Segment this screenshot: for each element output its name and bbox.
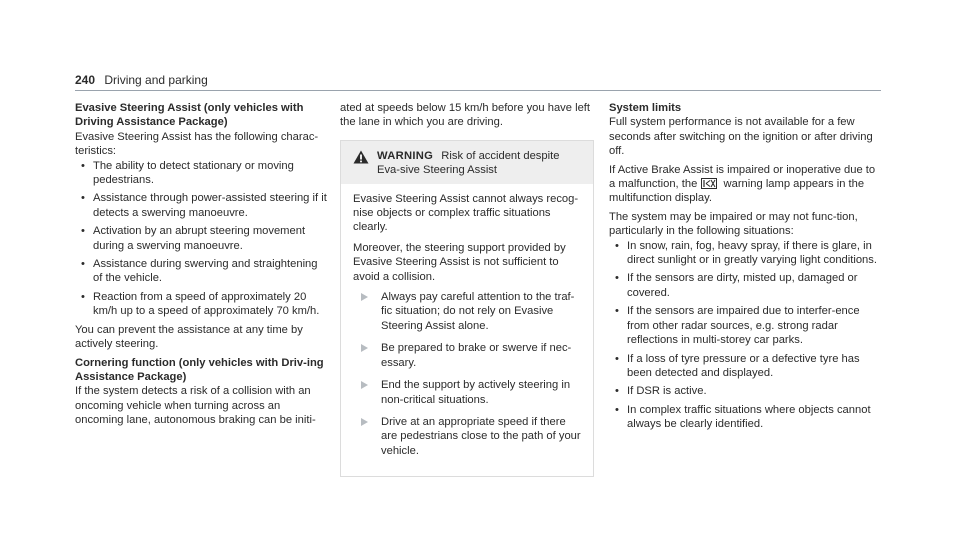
section-title: Driving and parking [104, 73, 208, 87]
list-item: • Assistance during swerving and straightening of the vehicle. [75, 257, 327, 286]
characteristics-list [75, 159, 327, 319]
list-item: • If the sensors are impaired due to interfer-ence from other radar sources, e.g. strong radar reflections in multi-storey car parks. [609, 304, 881, 347]
list-item: Drive at an appropriate speed if there are pedestrians close to the path of your vehicle. [353, 415, 581, 458]
situations-paragraph: The system may be impaired or may not func-tion, particularly in the following situations: [609, 210, 858, 238]
list-item: • Assistance through power-assisted steering if it detects a swerving manoeuvre. [75, 191, 327, 220]
list-item: • If a loss of tyre pressure or a defective tyre has been detected and displayed. [609, 352, 881, 381]
heading-evasive-steering-assist: Evasive Steering Assist (only vehicles with Driving Assistance Package) [75, 102, 304, 129]
warning-triangle-icon [353, 150, 369, 164]
situations-list [609, 239, 881, 432]
heading-cornering-function: Cornering function (only vehicles with Driv-ing Assistance Package) [75, 356, 324, 383]
list-item: • The ability to detect stationary or moving pedestrians. [75, 159, 327, 188]
list-item: • Activation by an abrupt steering movement during a swerving manoeuvre. [75, 224, 327, 253]
list-item: Always pay careful attention to the traf-fic situation; do not rely on Evasive Steering Assist alone. [353, 290, 581, 333]
list-item: • If DSR is active. [609, 384, 881, 398]
page-header [75, 73, 208, 87]
column-left [75, 101, 327, 428]
list-item: End the support by actively steering in non-critical situations. [353, 378, 581, 407]
arrow-right-icon [361, 381, 368, 389]
arrow-right-icon [361, 344, 368, 352]
column-middle [340, 101, 594, 477]
warning-label: WARNING [377, 149, 434, 162]
warning-header [341, 141, 593, 184]
list-item: Be prepared to brake or swerve if nec-essary. [353, 341, 581, 370]
warning-box [340, 140, 594, 477]
limits-paragraph: Full system performance is not available for a few seconds after switching on the ignition or after driving off. [609, 116, 873, 158]
warning-actions-list [353, 290, 581, 458]
continued-paragraph: ated at speeds below 15 km/h before you have left the lane in which you are driving. [340, 102, 591, 129]
cornering-paragraph: If the system detects a risk of a collision with an oncoming vehicle when turning across an oncoming lane, autonomous braking can be initi- [75, 385, 316, 427]
radar-sensor-warning-lamp-icon [701, 178, 717, 189]
intro-paragraph: Evasive Steering Assist has the following charac-teristics: [75, 130, 319, 158]
list-item: • Reaction from a speed of approximately 20 km/h up to a speed of approximately 70 km/h. [75, 290, 327, 319]
warning-paragraph: Moreover, the steering support provided by Evasive Steering Assist is not sufficient to avoid a collision. [353, 241, 566, 283]
header-divider [75, 90, 881, 91]
warning-body [341, 184, 593, 477]
arrow-right-icon [361, 293, 368, 301]
warning-title: Risk of accident despite Eva-sive Steering Assist [377, 149, 560, 177]
column-right [609, 101, 881, 436]
warning-paragraph: Evasive Steering Assist cannot always recog-nise objects or complex traffic situations clearly. [353, 192, 579, 234]
heading-system-limits: System limits [609, 102, 682, 114]
prevent-paragraph: You can prevent the assistance at any time by actively steering. [75, 323, 303, 351]
page-number: 240 [75, 73, 96, 87]
list-item: • If the sensors are dirty, misted up, damaged or covered. [609, 271, 881, 300]
arrow-right-icon [361, 418, 368, 426]
lamp-paragraph: If Active Brake Assist is impaired or inoperative due to a malfunction, the warning lamp appears in the multifunction display. [609, 163, 876, 205]
list-item: • In snow, rain, fog, heavy spray, if there is glare, in direct sunlight or in greatly varying light conditions. [609, 239, 881, 268]
list-item: • In complex traffic situations where objects cannot always be clearly identified. [609, 403, 881, 432]
